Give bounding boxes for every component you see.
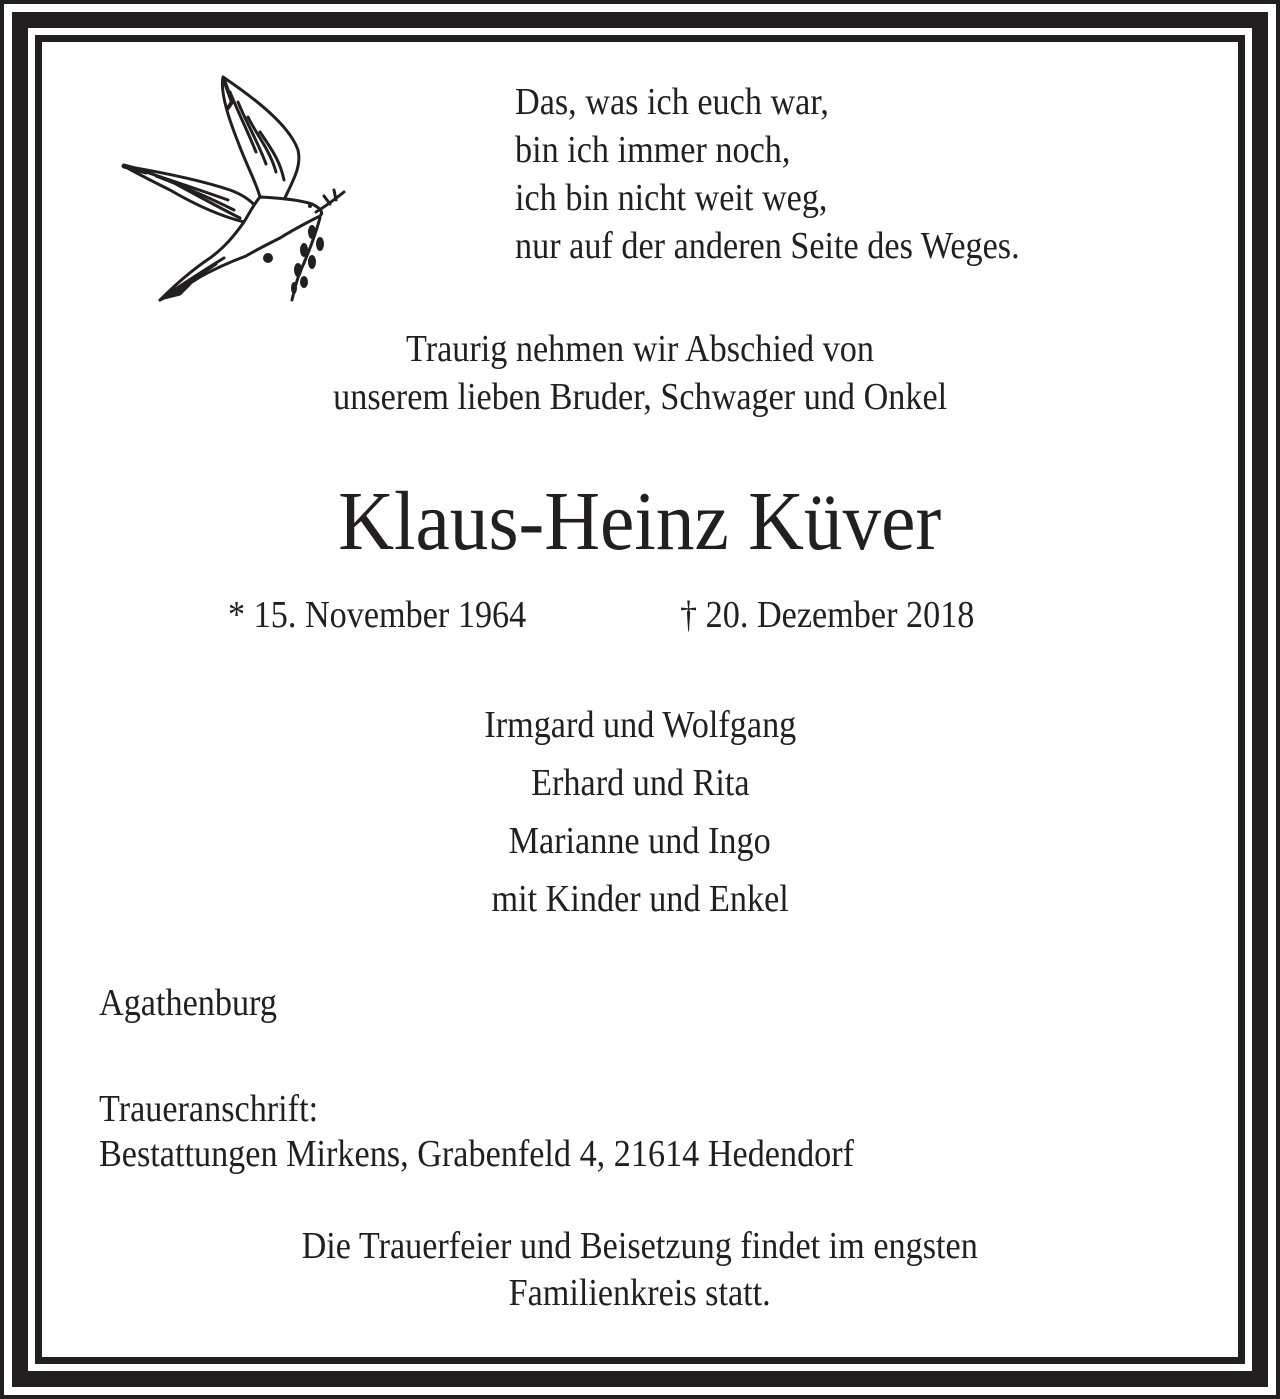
poem-line: ich bin nicht weit weg,: [515, 177, 828, 219]
closing-line: Die Trauerfeier und Beisetzung findet im engsten: [301, 1225, 979, 1267]
mourner-line: Marianne und Ingo: [508, 820, 772, 862]
mourner-line: Erhard und Rita: [530, 762, 750, 804]
mourner-line: Irmgard und Wolfgang: [484, 704, 796, 746]
address-label: Traueranschrift:: [99, 1088, 319, 1130]
intro-line: unserem lieben Bruder, Schwager und Onkel: [332, 376, 948, 418]
place: Agathenburg: [99, 982, 277, 1024]
deceased-name: Klaus-Heinz Küver: [338, 475, 942, 568]
dove-with-olive-branch-icon: [120, 72, 350, 304]
birth-date: * 15. November 1964: [228, 594, 527, 636]
mourner-line: mit Kinder und Enkel: [491, 878, 789, 920]
funeral-address: Bestattungen Mirkens, Grabenfeld 4, 21614 Hedendorf: [99, 1133, 855, 1175]
death-date: † 20. Dezember 2018: [680, 594, 975, 636]
poem-line: bin ich immer noch,: [515, 129, 791, 171]
poem-line: Das, was ich euch war,: [515, 81, 829, 123]
closing-line: Familienkreis statt.: [508, 1272, 772, 1314]
intro-line: Traurig nehmen wir Abschied von: [405, 328, 874, 370]
poem-line: nur auf der anderen Seite des Weges.: [515, 225, 1020, 267]
